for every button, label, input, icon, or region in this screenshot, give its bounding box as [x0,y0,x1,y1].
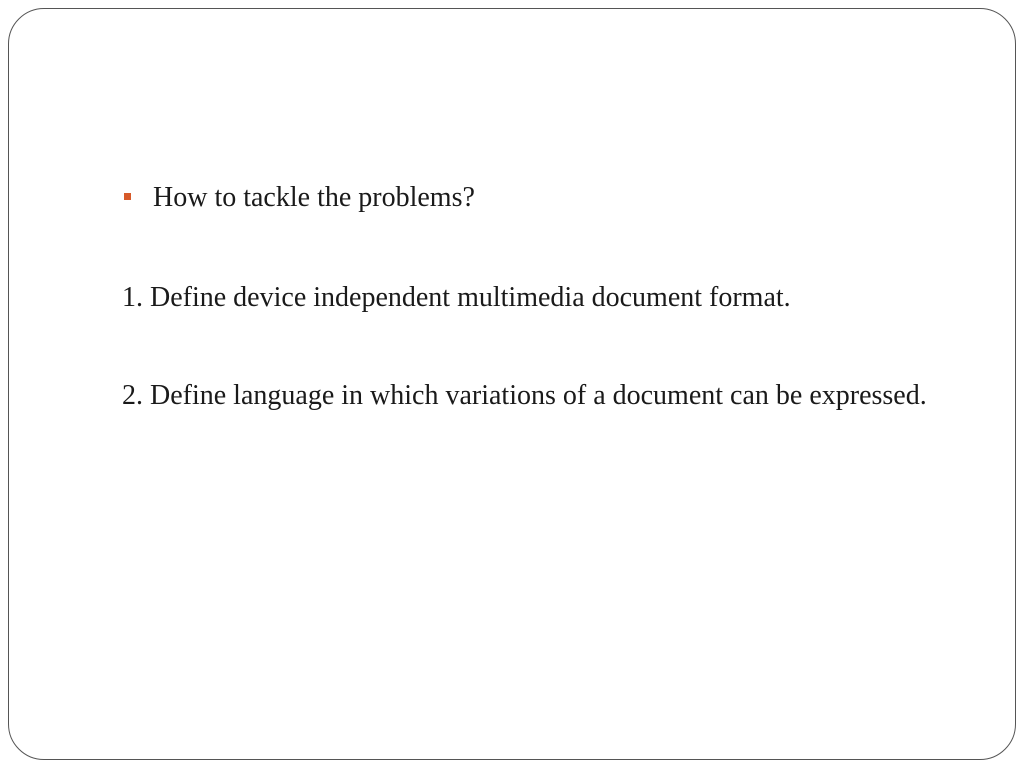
bullet-text: How to tackle the problems? [153,182,475,213]
numbered-item-2: 2. Define language in which variations of a document can be expressed. [122,380,927,411]
slide [8,8,1016,760]
bullet-item [122,177,972,219]
numbered-item-1: 1. Define device independent multimedia document format. [122,282,791,313]
slide-body [122,177,972,417]
square-bullet-icon [124,193,131,200]
